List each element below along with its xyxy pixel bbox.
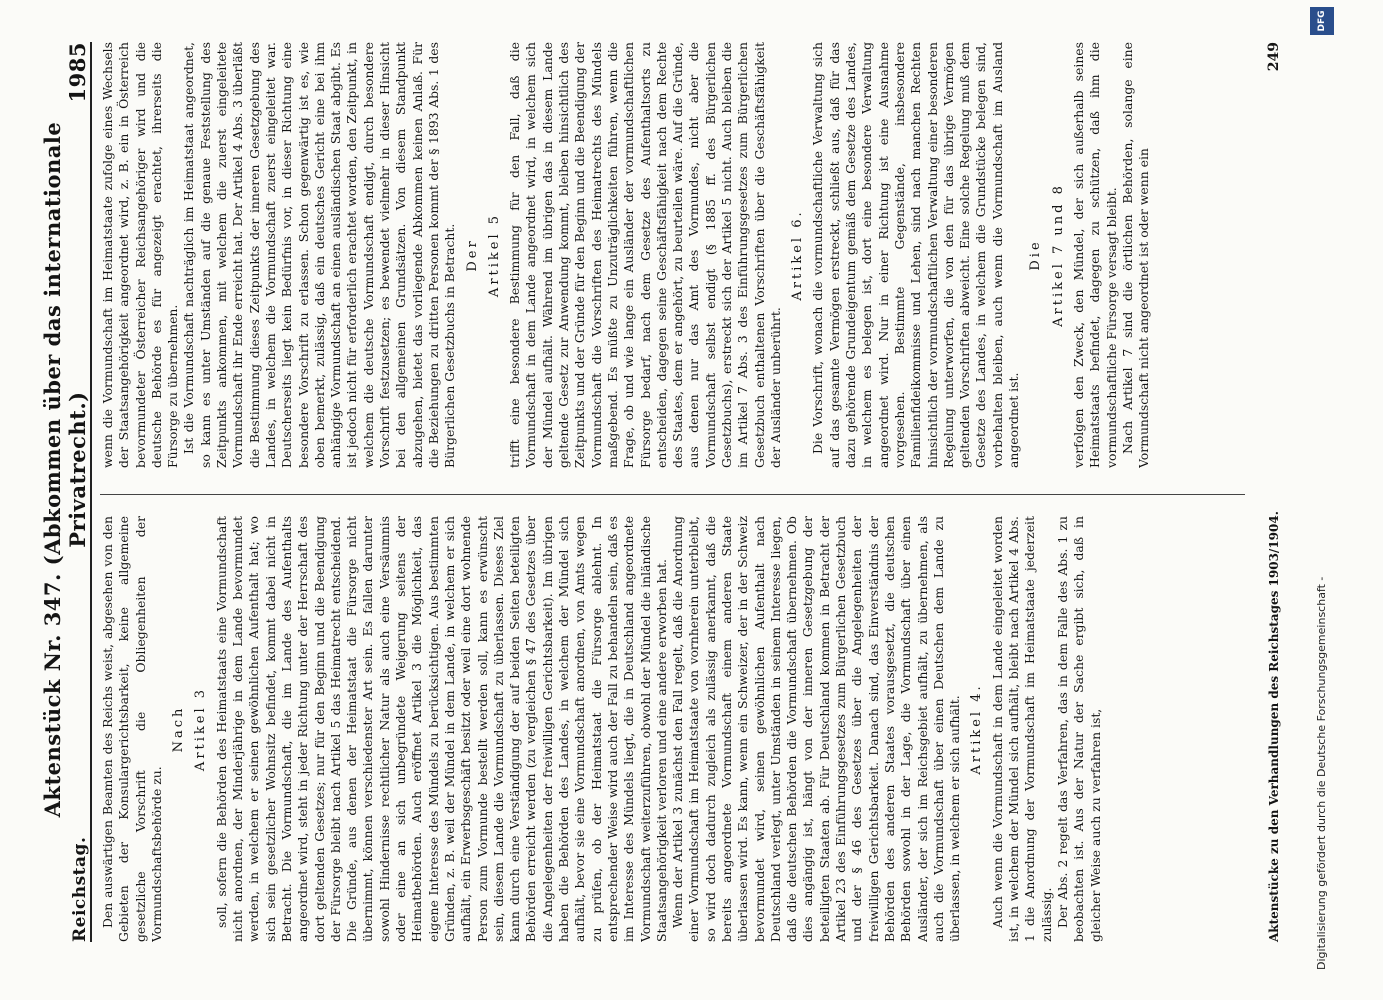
credit-text: Digitalisierung gefördert durch die Deutsche Forschungsgemeinschaft - (1315, 576, 1328, 970)
section-heading: Die (1028, 239, 1044, 271)
right-column (100, 42, 1240, 468)
section-heading: Artikel 5 (486, 212, 502, 298)
section-heading: Nach (171, 705, 187, 753)
header-title: Aktenstück Nr. 347. (Abkommen über das internationale Privatrecht.) (40, 121, 90, 818)
dfg-logo: DFG (1310, 7, 1334, 35)
section-heading: Artikel 4. (969, 683, 985, 775)
section-heading: Artikel 3 (193, 686, 209, 772)
page-header (40, 42, 92, 942)
page-footer (1262, 42, 1286, 942)
footer-source: Aktenstücke zu den Verhandlungen des Reichstages 1903/1904. (1267, 511, 1281, 942)
paragraph: Nach Artikel 7 sind die örtlichen Behörden, solange eine Vormundschaft nicht angeordnet ist oder wenn ein (1119, 42, 1152, 468)
paragraph: wenn die Vormundschaft im Heimatstaate zufolge eines Wechsels der Staatsangehörigkeit angeordnet wird, z. B. ein in Österreich bevormundeter Österreicher Reichsangehöriger wird und die deutsche Behörde es für angezeigt erachtet, ihrerseits die Fürsorge zu übernehmen. (100, 42, 181, 468)
paragraph: soll, sofern die Behörden des Heimatstaats eine Vormundschaft nicht anordnen, der Minderjährige in dem Lande bevormundet werden, in welchem er seinen gewöhnlichen Aufenthalt hat; wo sich sein gesetzlicher Wohnsitz befindet, kommt dabei nicht in Betracht. Die Vormundschaft, die im Lande des Aufenthalts angeordnet wird, steht in jeder Richtung unter der Herrschaft des dort geltenden Gesetzes; nur für den Beginn und die Beendigung der Fürsorge bleibt nach Artikel 5 das Heimatrecht entscheidend. Die Gründe, aus denen der Heimatstaat die Fürsorge nicht übernimmt, können verschiedenster Art sein. Es fallen darunter sowohl Hindernisse rechtlicher Natur als auch eine Versäumnis oder eine an sich unbegründete Weigerung seitens der Heimatbehörden. Auch eröffnet Artikel 3 die Möglichkeit, das eigene Interesse des Mündels zu berücksichtigen. Aus bestimmten Gründen, z. B. weil der Mündel in dem Lande, in welchem er sich aufhält, ein Erwerbsgeschäft besitzt oder weil eine dort wohnende Person zum Vormunde bestellt werden soll, kann es erwünscht sein, diesem Lande die Vormundschaft zu überlassen. Dieses Ziel kann durch eine Verständigung der auf beiden Seiten beteiligten Behörden erreicht werden (zu vergleichen § 47 des Gesetzes über die Angelegenheiten der freiwilligen Gerichtsbarkeit). Im übrigen haben die Behörden des Landes, in welchem der Mündel sich aufhält, bevor sie eine Vormundschaft anordnen, von Amts wegen zu prüfen, ob der Heimatstaat die Fürsorge ablehnt. In entsprechender Weise wird auch der Fall zu behandeln sein, daß es im Interesse des Mündels liegt, die in Deutschland angeordnete Vormundschaft weiterzuführen, obwohl der Mündel die inländische Staatsangehörigkeit verloren und eine andere erworben hat. (213, 516, 669, 942)
section-heading: Der (464, 238, 480, 272)
paragraph: Ist die Vormundschaft nachträglich im Heimatstaat angeordnet, so kann es unter Umständen auf die genaue Feststellung des Zeitpunkts ankommen, mit welchem die zuerst eingeleitete Vormundschaft ihr Ende erreicht hat. Der Artikel 4 Abs. 3 überläßt die Bestimmung dieses Zeitpunkts der inneren Gesetzgebung des Landes, in welchem die Vormundschaft zuerst eingeleitet war. Deutscherseits liegt kein Bedürfnis vor, in dieser Richtung eine besondere Vorschrift zu erlassen. Schon gegenwärtig ist es, wie oben bemerkt, zulässig, daß ein deutsches Gericht eine bei ihm anhängige Vormundschaft an einen ausländischen Staat abgibt. Es ist jedoch nicht für erforderlich erachtet worden, den Zeitpunkt, in welchem die deutsche Vormundschaft endigt, durch besondere Vorschrift festzusetzen; es bewendet vielmehr in dieser Hinsicht bei den allgemeinen Grundsätzen. Von diesem Standpunkt abzugehen, bietet das vorliegende Abkommen keinen Anlaß. Für die Beziehungen zu dritten Personen kommt der § 1893 Abs. 1 des Bürgerlichen Gesetzbuchs in Betracht. (181, 42, 458, 468)
footer-sheet-number: 249 (1266, 42, 1282, 72)
paragraph: Die Vorschrift, wonach die vormundschaftliche Verwaltung sich auf das gesamte Vermögen erstreckt, schließt aus, daß für das dazu gehörende Grundeigentum gemäß dem Gesetze des Landes, in welchem es belegen ist, dort eine besondere Verwaltung angeordnet wird. Nur in einer Richtung ist eine Ausnahme vorgesehen. Bestimmte Gegenstände, insbesondere Familienfideikommisse und Lehen, sind nach manchen Rechten hinsichtlich der vormundschaftlichen Verwaltung einer besonderen Regelung unterworfen, die von den für das übrige Vermögen geltenden Vorschriften abweicht. Eine solche Regelung muß dem Gesetze des Landes, in welchem die Grundstücke belegen sind, vorbehalten bleiben, auch wenn die Vormundschaft im Ausland angeordnet ist. (810, 42, 1022, 468)
paragraph: trifft eine besondere Bestimmung für den Fall, daß die Vormundschaft in dem Lande angeordnet wird, in welchem sich der Mündel aufhält. Während im übrigen das in diesem Lande geltende Gesetz zur Anwendung kommt, bleiben hinsichtlich des Zeitpunkts und der Gründe für den Beginn und die Beendigung der Vormundschaft die Vorschriften des Heimatrechts des Mündels maßgebend. Es müßte zu Unzuträglichkeiten führen, wenn die Frage, ob und wie lange ein Ausländer der vormundschaftlichen Fürsorge bedarf, nach dem Gesetze des Aufenthaltsorts zu entscheiden, dagegen seine Geschäftsfähigkeit nach dem Rechte des Staates, dem er angehört, zu beurteilen wäre. Auf die Gründe, aus denen nur das Amt des Vormundes, nicht aber die Vormundschaft selbst endigt (§ 1885 ff. des Bürgerlichen Gesetzbuchs), erstreckt sich der Artikel 5 nicht. Auch bleiben die im Artikel 7 Abs. 3 des Einführungsgesetzes zum Bürgerlichen Gesetzbuch enthaltenen Vorschriften über die Geschäftsfähigkeit der Ausländer unberührt. (507, 42, 783, 468)
paragraph: verfolgen den Zweck, den Mündel, der sich außerhalb seines Heimatstaats befindet, dagegen zu schützen, daß ihm die vormundschaftliche Fürsorge versagt bleibt. (1070, 42, 1119, 468)
paragraph: Wenn der Artikel 3 zunächst den Fall regelt, daß die Anordnung einer Vormundschaft im Heimatstaate von vornherein unterbleibt, so wird doch dadurch zugleich als zulässig anerkannt, daß die bereits angeordnete Vormundschaft einem anderen Staate überlassen wird. Es kann, wenn ein Schweizer, der in der Schweiz bevormundet wird, seinen gewöhnlichen Aufenthalt nach Deutschland verlegt, unter Umständen in seinem Interesse liegen, daß die deutschen Behörden die Vormundschaft übernehmen. Ob dies angängig ist, hängt von der inneren Gesetzgebung der beteiligten Staaten ab. Für Deutschland kommen in Betracht der Artikel 23 des Einführungsgesetzes zum Bürgerlichen Gesetzbuch und der § 46 des Gesetzes über die Angelegenheiten der freiwilligen Gerichtsbarkeit. Danach sind, das Einverständnis der Behörden des anderen Staates vorausgesetzt, die deutschen Behörden sowohl in der Lage, die Vormundschaft über einen Ausländer, der sich im Reichsgebiet aufhält, zu übernehmen, als auch die Vormundschaft über einen Deutschen dem Lande zu überlassen, in welchem er sich aufhält. (670, 516, 963, 942)
header-left: Reichstag. (70, 836, 90, 942)
digitization-credit (1300, 0, 1340, 1000)
section-heading: Artikel 6. (790, 209, 806, 301)
paragraph: Der Abs. 2 regelt das Verfahren, das in dem Falle des Abs. 1 zu beobachten ist. Aus der Natur der Sache ergibt sich, daß in gleicher Weise auch zu verfahren ist, (1054, 516, 1103, 942)
page-number: 1985 (65, 42, 90, 103)
left-column (100, 516, 1240, 942)
paragraph: Auch wenn die Vormundschaft in dem Lande eingeleitet worden ist, in welchem der Mündel sich aufhält, bleibt nach Artikel 4 Abs. 1 die Anordnung der Vormundschaft im Heimatstaate jederzeit zulässig. (989, 516, 1054, 942)
paragraph: Den auswärtigen Beamten des Reichs weist, abgesehen von den Gebieten der Konsulargerichtsbarkeit, keine allgemeine gesetzliche Vorschrift die Obliegenheiten der Vormundschaftsbehörde zu. (100, 516, 164, 942)
section-heading: Artikel 7 und 8 (1050, 183, 1066, 327)
column-divider (100, 494, 1245, 495)
